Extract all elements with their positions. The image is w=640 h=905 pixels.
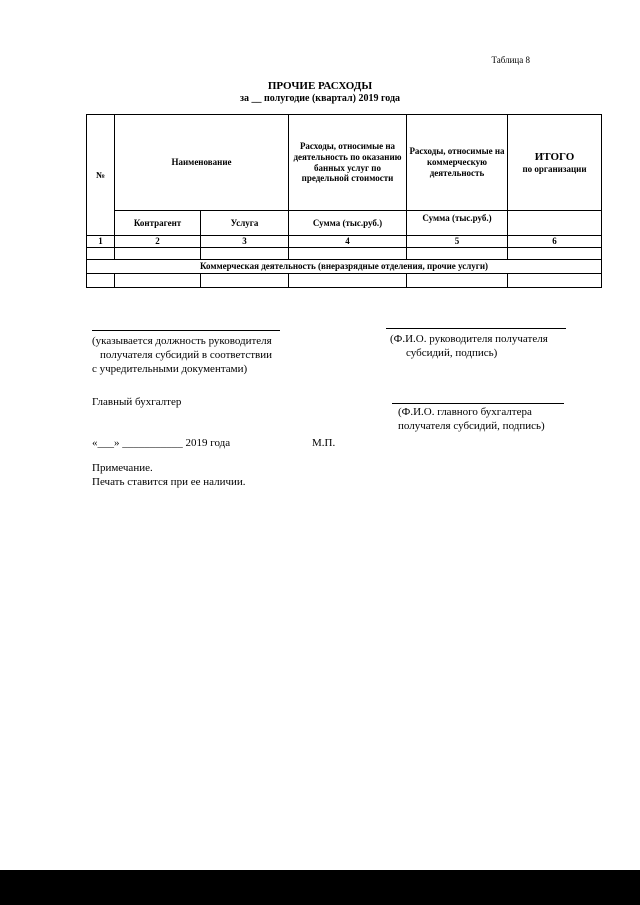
manager-signature-line	[386, 328, 566, 329]
header-total-empty	[508, 211, 602, 236]
column-number: 6	[508, 236, 602, 248]
header-total-title: ИТОГО	[534, 150, 575, 163]
header-sum-banya: Сумма (тыс.руб.)	[289, 211, 407, 236]
manager-position-caption: получателя субсидий в соответствии	[100, 349, 273, 361]
header-contractor: Контрагент	[115, 211, 201, 236]
header-service: Услуга	[201, 211, 289, 236]
section-row	[87, 260, 602, 274]
column-number: 3	[201, 236, 289, 248]
manager-signature-caption: (Ф.И.О. руководителя получателя	[390, 333, 548, 345]
column-numbers-row	[87, 236, 602, 248]
date-line: «___» ___________ 2019 года	[92, 437, 231, 449]
table-number-label: Таблица 8	[491, 55, 530, 65]
table-cell	[508, 248, 602, 260]
table-cell	[407, 274, 508, 288]
note-text: Печать ставится при ее наличии.	[92, 476, 246, 488]
column-number: 2	[115, 236, 201, 248]
section-label: Коммерческая деятельность (внеразрядные отделения, прочие услуги)	[87, 260, 602, 274]
table-cell	[508, 274, 602, 288]
header-total	[508, 115, 602, 211]
accountant-signature-line	[392, 403, 564, 404]
table-cell	[115, 274, 201, 288]
table-cell	[201, 248, 289, 260]
table-cell	[407, 248, 508, 260]
header-name: Наименование	[115, 115, 289, 211]
manager-signature-caption: субсидий, подпись)	[406, 347, 498, 359]
scan-bottom-border	[0, 870, 640, 905]
header-sum-commercial: Сумма (тыс.руб.)	[407, 211, 508, 236]
chief-accountant-label: Главный бухгалтер	[92, 396, 182, 408]
accountant-signature-caption: (Ф.И.О. главного бухгалтера	[398, 406, 532, 418]
header-commercial-expenses: Расходы, относимые на коммерческую деятельность	[407, 115, 508, 211]
manager-position-caption: (указывается должность руководителя	[92, 335, 272, 347]
table-cell	[87, 248, 115, 260]
accountant-signature-caption: получателя субсидий, подпись)	[398, 420, 545, 432]
table-cell	[201, 274, 289, 288]
column-number: 1	[87, 236, 115, 248]
table-cell	[115, 248, 201, 260]
header-number: №	[87, 115, 115, 236]
header-total-subtitle: по организации	[522, 163, 587, 174]
document-subtitle: за __ полугодие (квартал) 2019 года	[239, 93, 401, 104]
note-title: Примечание.	[92, 462, 153, 474]
column-number: 4	[289, 236, 407, 248]
column-number: 5	[407, 236, 508, 248]
document-title: ПРОЧИЕ РАСХОДЫ	[267, 80, 373, 92]
stamp-label: М.П.	[312, 437, 336, 449]
table-row	[87, 248, 602, 260]
expenses-table	[86, 114, 602, 288]
table-cell	[289, 274, 407, 288]
table-cell	[289, 248, 407, 260]
manager-position-caption: с учредительными документами)	[92, 363, 248, 375]
header-banya-expenses: Расходы, относимые на деятельность по оказанию банных услуг по предельной стоимости	[289, 115, 407, 211]
table-cell	[87, 274, 115, 288]
table-row	[87, 274, 602, 288]
manager-position-line	[92, 330, 280, 331]
